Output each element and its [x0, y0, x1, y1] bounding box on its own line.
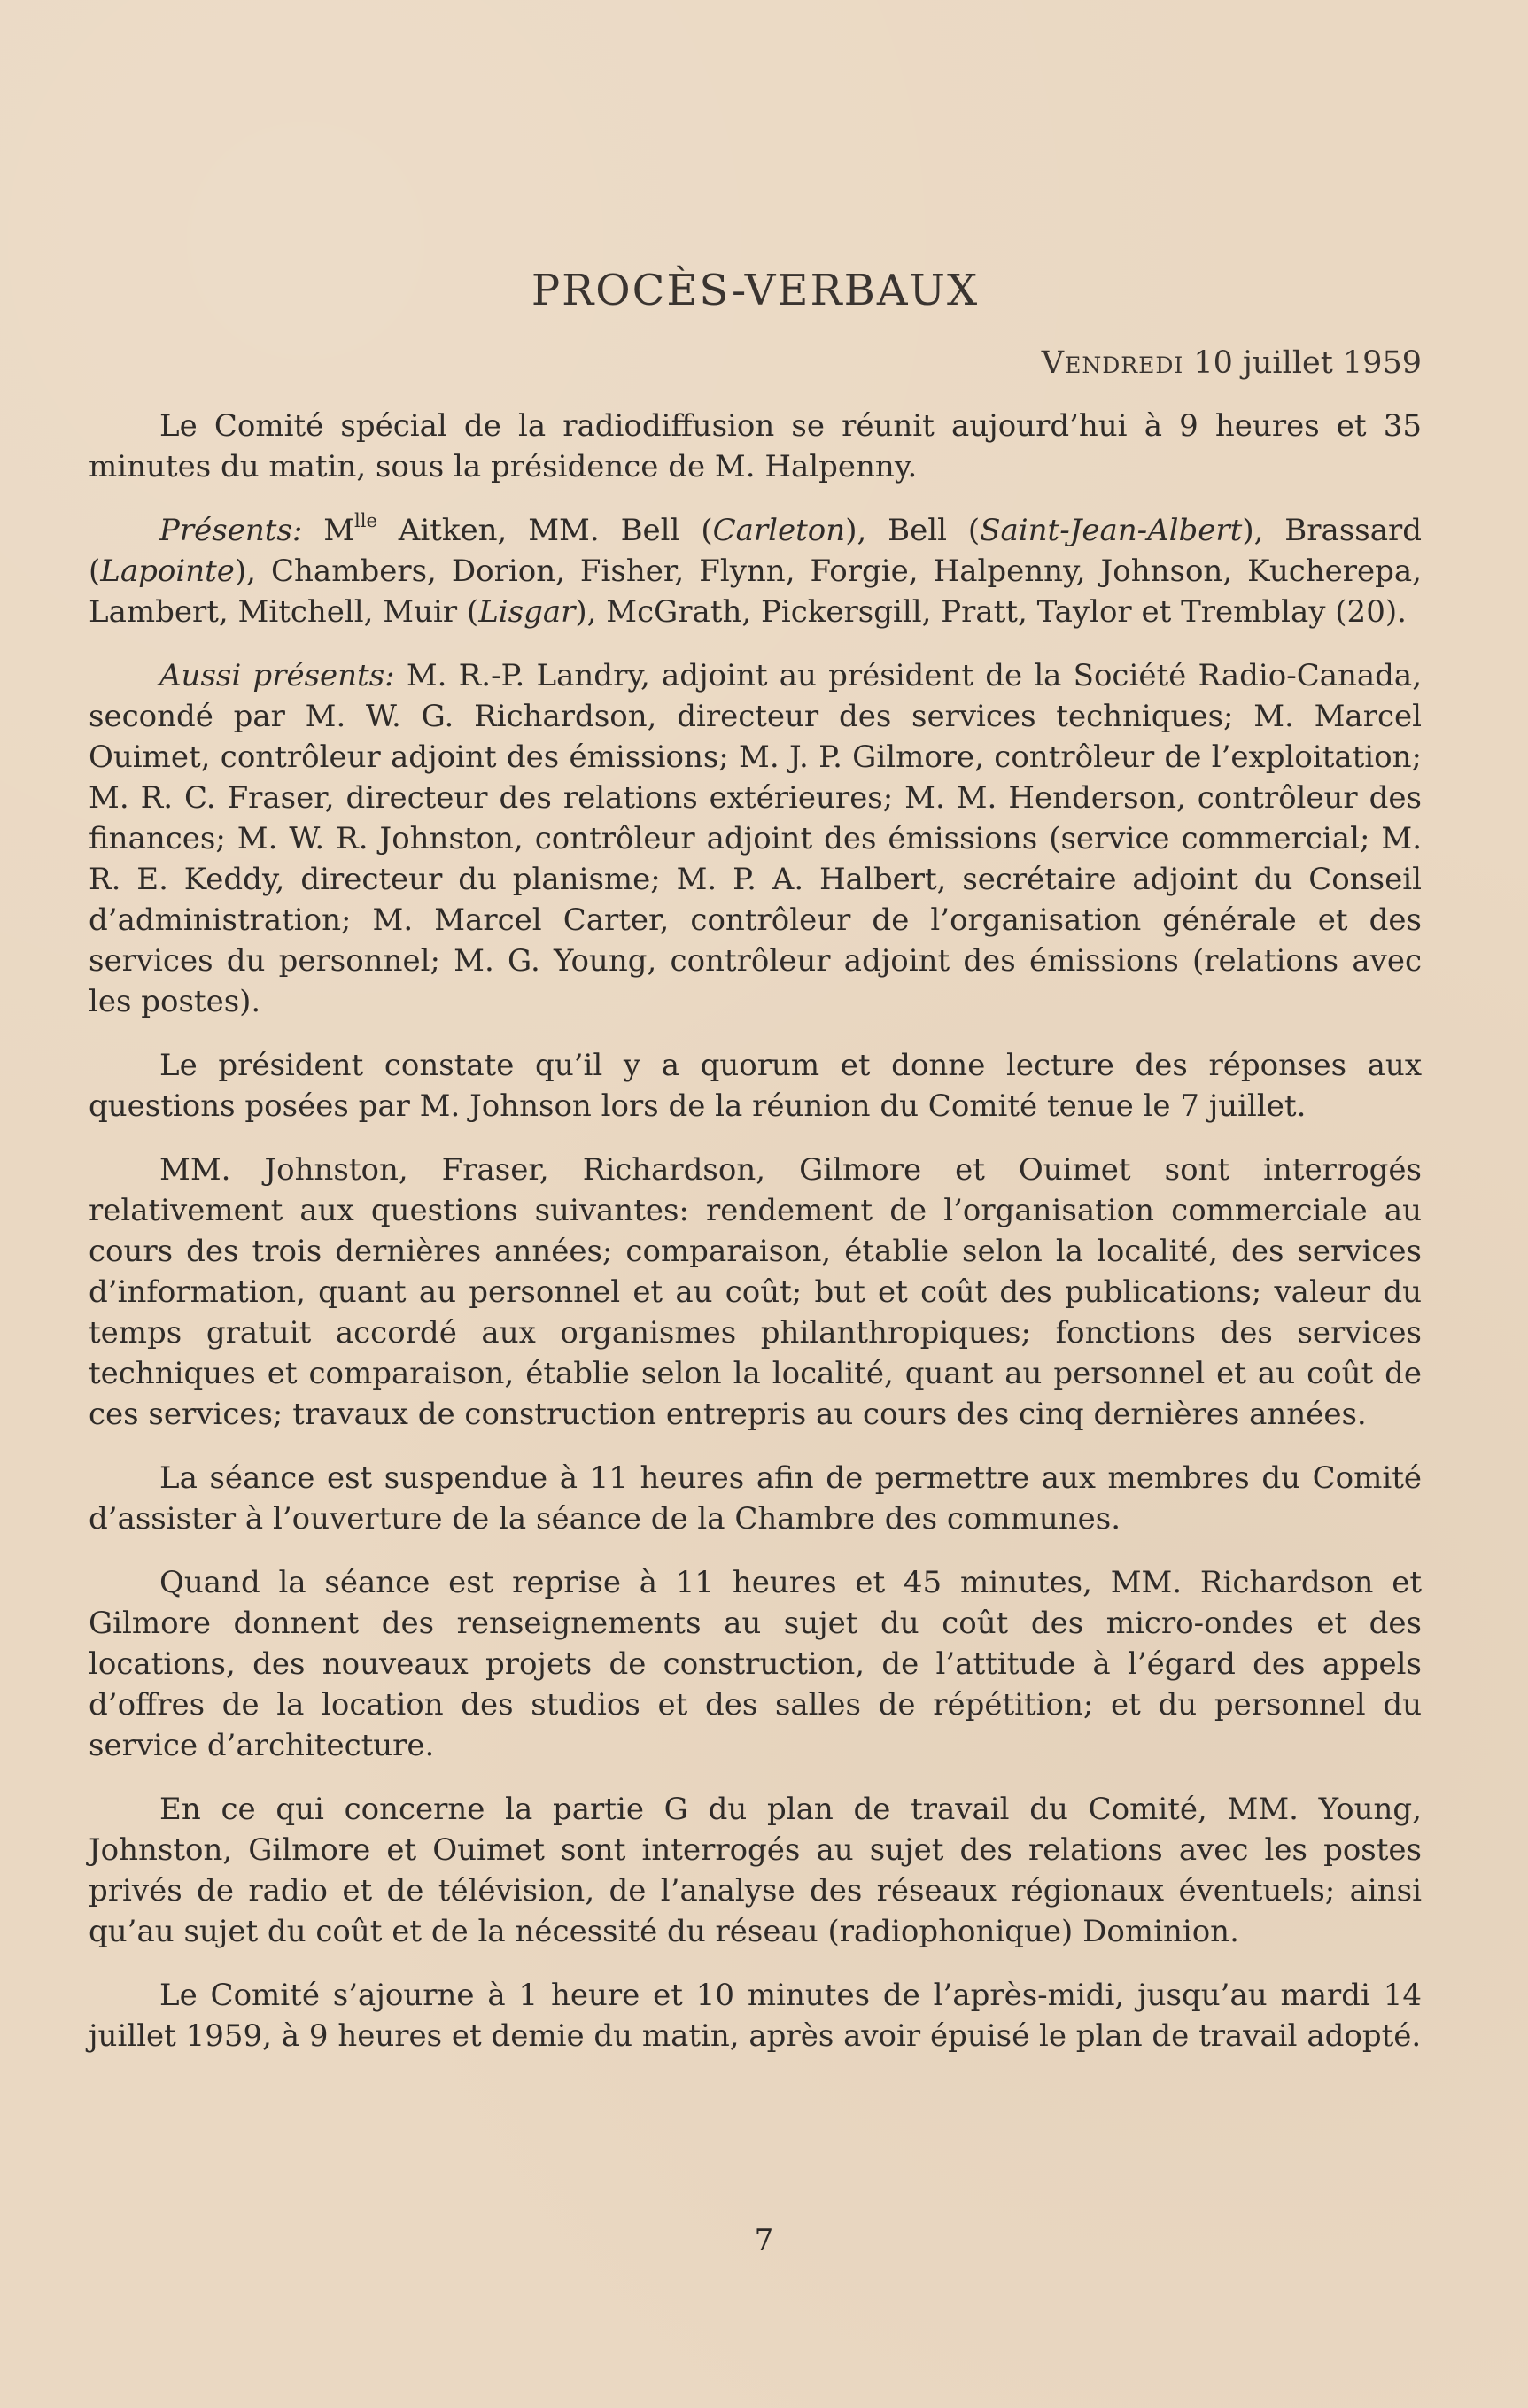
- presents-place-1: Carleton: [712, 513, 846, 548]
- opening-paragraph: Le Comité spécial de la radiodiffusion se réunit aujourd’hui à 9 heures et 35 minutes du matin, sous la présidence de M. Halpenny.: [89, 408, 1422, 484]
- page-number: 7: [754, 2223, 774, 2258]
- presents-place-3: Lapointe: [100, 554, 235, 589]
- presents-text-6: ), McGrath, Pickersgill, Pratt, Taylor et Tremblay (20).: [575, 594, 1407, 630]
- interroges-paragraph: MM. Johnston, Fraser, Richardson, Gilmore et Ouimet sont interrogés relativement aux questions suivantes: rendement de l’organisation commerciale au cours des trois dernières années; comparaison, établie selon la localité, des services d’information, quant au personnel et au coût; but et coût des publications; valeur du temps gratuit accordé aux organismes philanthropiques; fonctions des services techniques et comparaison, établie selon la localité, quant au personnel et au coût de ces services; travaux de construction entrepris au cours des cinq dernières années.: [89, 1152, 1422, 1432]
- presents-place-2: Saint-Jean-Albert: [980, 513, 1243, 548]
- partie-g-paragraph: En ce qui concerne la partie G du plan de travail du Comité, MM. Young, Johnston, Gilmore et Ouimet sont interrogés au sujet des relations avec les postes privés de radio et de télévision, de l’analyse des réseaux régionaux éventuels; ainsi qu’au sujet du coût et de la nécessité du réseau (radiophonique) Dominion.: [89, 1792, 1422, 1949]
- aussi-presents-paragraph: [89, 655, 1422, 1022]
- presents-label: Présents:: [159, 513, 303, 548]
- ajourne-paragraph: Le Comité s’ajourne à 1 heure et 10 minutes de l’après-midi, jusqu’au mardi 14 juillet 1959, à 9 heures et demie du matin, après avoir épuisé le plan de travail adopté.: [89, 1978, 1422, 2054]
- presents-text-1: M: [323, 513, 355, 548]
- presents-text-2: Aitken, MM. Bell (: [376, 513, 713, 548]
- presents-sup: lle: [354, 509, 377, 531]
- presents-text-3: ), Bell (: [845, 513, 981, 548]
- meeting-date-text: 10 juillet 1959: [1193, 345, 1422, 381]
- meeting-date: [89, 345, 1422, 381]
- quorum-paragraph: Le président constate qu’il y a quorum et donne lecture des réponses aux questions posées par M. Johnson lors de la réunion du Comité tenue le 7 juillet.: [89, 1048, 1422, 1124]
- aussi-presents-text: M. R.-P. Landry, adjoint au président de la Société Radio-Canada, secondé par M. W. G. Richardson, directeur des services techniques; M. Marcel Ouimet, contrôleur adjoint des émissions; M. J. P. Gilmore, contrôleur de l’exploitation; M. R. C. Fraser, directeur des relations extérieures; M. M. Henderson, contrôleur des finances; M. W. R. Johnston, contrôleur adjoint des émissions (service commercial; M. R. E. Keddy, directeur du planisme; M. P. A. Halbert, secrétaire adjoint du Conseil d’administration; M. Marcel Carter, contrôleur de l’organisation générale et des services du personnel; M. G. Young, contrôleur adjoint des émissions (relations avec les postes).: [89, 658, 1423, 1019]
- meeting-weekday: Vendredi: [1041, 345, 1184, 381]
- page-title: PROCÈS-VERBAUX: [531, 266, 980, 315]
- presents-paragraph: [89, 510, 1422, 632]
- aussi-presents-label: Aussi présents:: [159, 658, 395, 693]
- presents-text-5: ), Chambers, Dorion, Fisher, Flynn, Forgie, Halpenny, Johnson, Kucherepa, Lambert, Mitchell, Muir (: [89, 554, 1422, 630]
- reprise-paragraph: Quand la séance est reprise à 11 heures et 45 minutes, MM. Richardson et Gilmore donnent des renseignements au sujet du coût des micro-ondes et des locations, des nouveaux projets de construction, de l’attitude à l’égard des appels d’offres de la location des studios et des salles de répétition; et du personnel du service d’architecture.: [89, 1565, 1422, 1763]
- presents-text-4: ), Brassard (: [89, 513, 1422, 589]
- suspendue-paragraph: La séance est suspendue à 11 heures afin de permettre aux membres du Comité d’assister à l’ouverture de la séance de la Chambre des communes.: [89, 1460, 1422, 1537]
- presents-place-4: Lisgar: [478, 594, 576, 630]
- document-content: [89, 266, 1422, 2079]
